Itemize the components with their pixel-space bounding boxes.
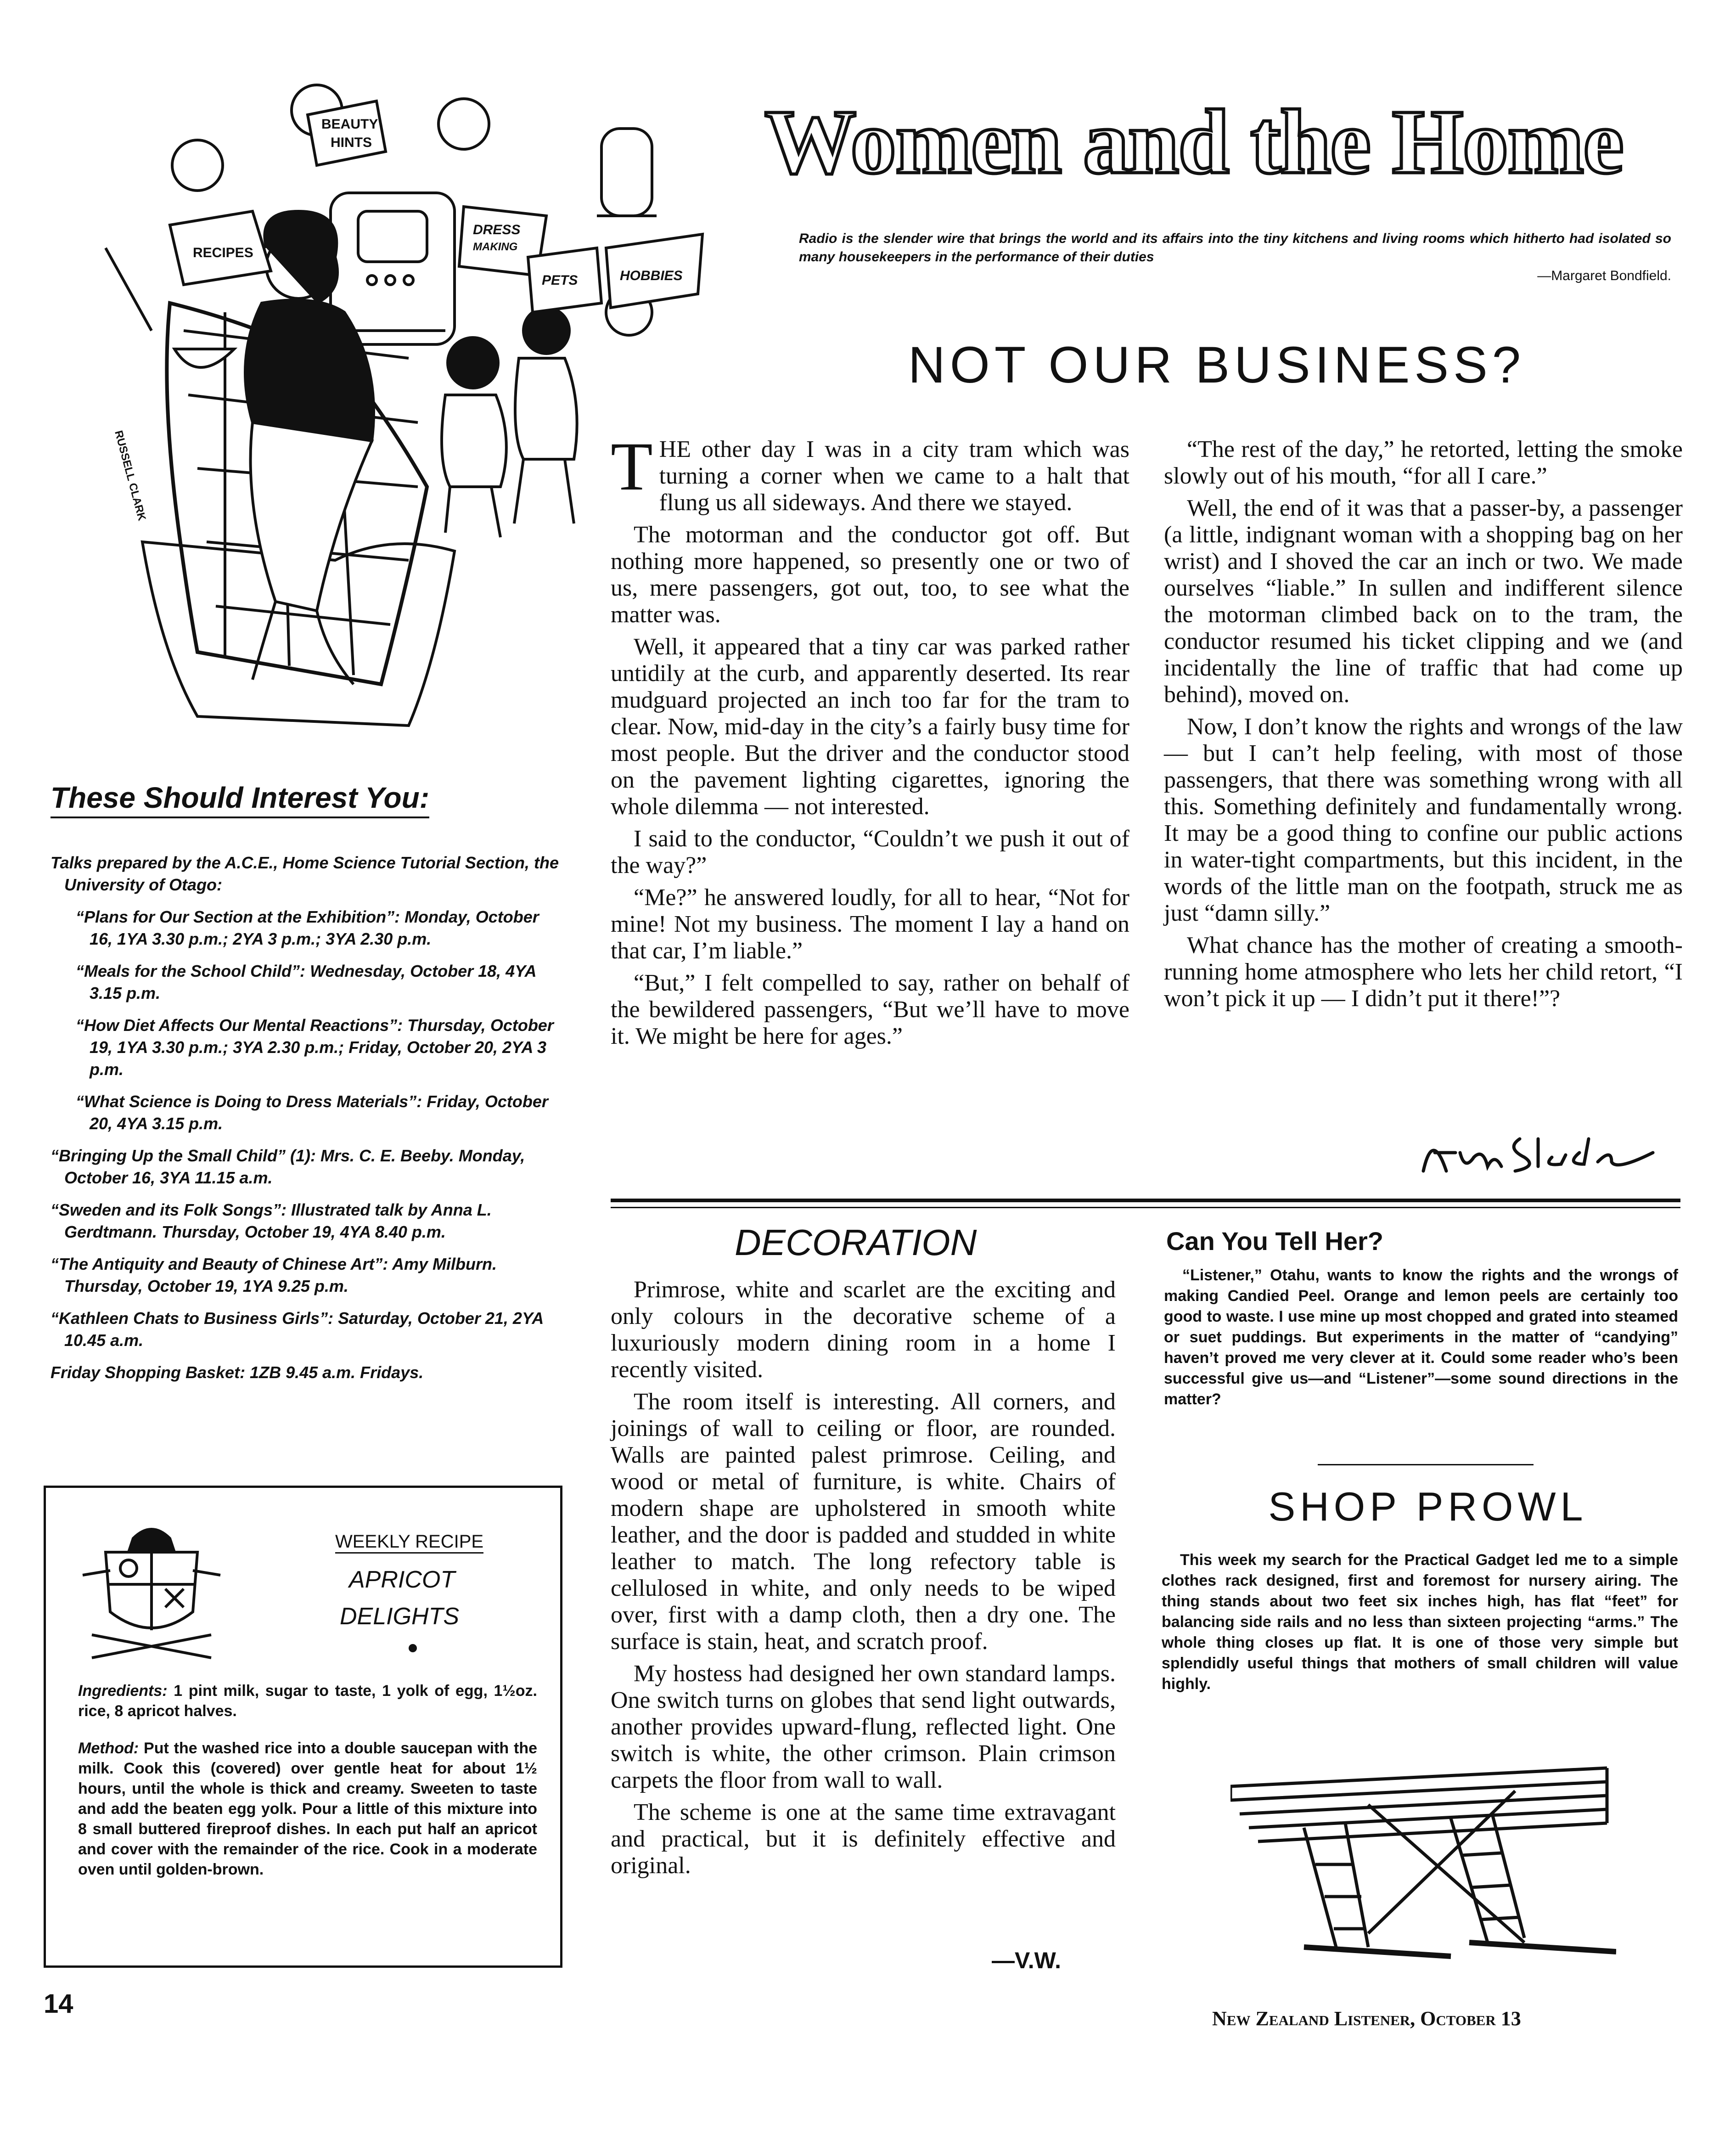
label-dress-making: DRESS (473, 222, 521, 237)
article-paragraph: “But,” I felt compelled to say, rather on behalf of the bewildered passengers, “But we’ll have to move it. We might be here for ages.” (611, 970, 1129, 1049)
article-right-column (1164, 436, 1683, 1018)
decoration-paragraph: Primrose, white and scarlet are the exciting and only colours in the decorative scheme of a luxuriously modern dining room in a home I recently visited. (611, 1277, 1116, 1383)
section-divider (611, 1199, 1680, 1202)
decoration-paragraph: The room itself is interesting. All corners, and joinings of wall to ceiling or floor, are rounded. Walls are painted palest primrose. Ceiling, and wood or metal of furniture, is white. Chairs of modern shape are upholstered in smooth white leather, and the door is padded and studded in white leather to match. The long refectory table is cellulosed in white, and only needs to be wiped over, first with a damp cloth, then a dry one. The surface is stain, heat, and scratch proof. (611, 1389, 1116, 1655)
epigraph-attribution: —Margaret Bondfield. (1537, 268, 1671, 283)
recipe-method: Method: Put the washed rice into a double saucepan with the milk. Cook this (covered) over gentle heat for about 1½ hours, until the whole is thick and creamy. Sweeten to taste and add the beaten egg yolk. Pour a little of this mixture into 8 small buttered fireproof dishes. In each put half an apricot and cover with the remainder of the rice. Cook in a moderate oven until golden-brown. (78, 1740, 537, 1878)
listing-item: “What Science is Doing to Dress Materials”: Friday, October 20, 4YA 3.15 p.m. (76, 1092, 548, 1133)
svg-text:MAKING: MAKING (473, 241, 518, 253)
article-paragraph: Well, it appeared that a tiny car was parked rather untidily at the curb, and apparently deserted. Its rear mudguard projected an inch too far for the tram to clear. Now, mid-day in the city’s a fairly busy time for most people. But the driver and the conductor stood on the pavement lighting cigarettes, ignoring the whole dilemma — not interested. (611, 634, 1129, 820)
decoration-paragraph: The scheme is one at the same time extravagant and practical, but it is definitely effective and original. (611, 1799, 1116, 1879)
label-hobbies: HOBBIES (620, 268, 683, 283)
listing-item: “Kathleen Chats to Business Girls”: Saturday, October 21, 2YA 10.45 a.m. (51, 1309, 543, 1350)
article-headline: NOT OUR BUSINESS? (908, 336, 1526, 394)
clothes-rack-illustration (1230, 1750, 1616, 1970)
article-paragraph: I said to the conductor, “Couldn’t we push it out of the way?” (611, 826, 1129, 878)
recipe-title-line1: APRICOT (349, 1566, 455, 1593)
listing-item: “How Diet Affects Our Mental Reactions”: Thursday, October 19, 1YA 3.30 p.m.; 3YA 2.30 p.m.; Friday, October 20, 2YA 3 p.m. (76, 1016, 554, 1079)
epigraph-quote: Radio is the slender wire that brings the world and its affairs into the tiny kitchens and living rooms which hitherto had isolated so many housekeepers in the performance of their duties (799, 231, 1671, 265)
shop-prowl-heading: SHOP PROWL (1268, 1484, 1588, 1529)
recipe-ingredients: Ingredients: 1 pint milk, sugar to taste, 1 yolk of egg, 1½oz. rice, 8 apricot halves. (78, 1682, 537, 1720)
page-number: 14 (44, 1989, 73, 2019)
author-signature (1414, 1120, 1662, 1189)
label-pets: PETS (542, 273, 578, 288)
recipe-bullet (409, 1644, 417, 1652)
decoration-heading: DECORATION (735, 1222, 977, 1263)
interest-heading: These Should Interest You: (51, 781, 429, 818)
publication-footer: New Zealand Listener, October 13 (1212, 2007, 1521, 2030)
decoration-paragraph: My hostess had designed her own standard lamps. One switch turns on globes that send light outwards, another provides upward-flung, reflected light. One switch is white, the other crimson. Plain crimson carpets the floor from wall to wall. (611, 1661, 1116, 1793)
article-left-column (611, 428, 1129, 1055)
artist-signature: RUSSELL CLARK (112, 429, 148, 522)
label-recipes: RECIPES (193, 245, 253, 260)
listing-item: “Plans for Our Section at the Exhibition”: Monday, October 16, 1YA 3.30 p.m.; 2YA 3 p.m.; 3YA 2.30 p.m. (76, 907, 539, 948)
article-first-paragraph: THE other day I was in a city tram which was turning a corner when we came to a halt that flung us all sideways. And there we stayed. (611, 428, 1129, 516)
short-divider (1318, 1464, 1534, 1465)
interest-listings (46, 852, 565, 1394)
listing-item: “Bringing Up the Small Child” (1): Mrs. C. E. Beeby. Monday, October 16, 3YA 11.15 a.m. (51, 1146, 525, 1187)
recipe-box (44, 1486, 562, 1968)
listing-item: “Meals for the School Child”: Wednesday, October 18, 4YA 3.15 p.m. (76, 962, 536, 1002)
can-you-tell-her-text: “Listener,” Otahu, wants to know the rights and the wrongs of making Candied Peel. Orange and lemon peels are certainly too good to waste. I use mine up most chopped and grated into steamed or suet puddings. But experiments in the matter of “candying” haven’t proved me very clever at it. Could some reader who’s been successful give us—and “Listener”—some sound directions in the matter? (1164, 1267, 1678, 1408)
listing-item: “Sweden and its Folk Songs”: Illustrated talk by Anna L. Gerdtmann. Thursday, October 19, 4YA 8.40 p.m. (51, 1200, 492, 1241)
label-beauty-hints: BEAUTY (321, 117, 378, 132)
listing-footer: Friday Shopping Basket: 1ZB 9.45 a.m. Fridays. (51, 1363, 424, 1382)
recipe-title-line2: DELIGHTS (340, 1603, 460, 1630)
svg-text:HINTS: HINTS (331, 135, 372, 150)
article-paragraph: Well, the end of it was that a passer-by, a passenger (a little, indignant woman with a shopping bag on her wrist) and I shoved the car an inch or two. We made ourselves “liable.” In sullen and indifferent silence the motorman climbed back on to the tram, the conductor resumed his ticket clipping and we (and incidentally the line of traffic that had come up behind), moved on. (1164, 495, 1683, 708)
section-divider-thin (611, 1207, 1680, 1208)
decoration-column (611, 1277, 1116, 1885)
article-paragraph: The motorman and the conductor got off. But nothing more happened, so presently one or two of us, mere passengers, got out, too, to see what the matter was. (611, 522, 1129, 628)
drop-cap: T (611, 428, 653, 505)
listing-item: “The Antiquity and Beauty of Chinese Art”: Amy Milburn. Thursday, October 19, 1YA 9.25 p.m. (51, 1255, 497, 1295)
article-paragraph: What chance has the mother of creating a smooth-running home atmosphere who lets her child retort, “I won’t pick it up — I didn’t put it there!”? (1164, 932, 1683, 1012)
can-you-tell-her-heading: Can You Tell Her? (1166, 1227, 1383, 1256)
decoration-byline: —V.W. (992, 1948, 1061, 1973)
masthead-title: Women and the Home (764, 91, 1623, 193)
article-paragraph: Now, I don’t know the rights and wrongs of the law — but I can’t help feeling, with most of those passengers, that there was something wrong with all this. Something definitely and fundamentally wrong. It may be a good thing to confine our public actions in water-tight compartments, but this incident, in the words of the little man on the footpath, struck me as just “damn silly.” (1164, 714, 1683, 926)
shop-prowl-text: This week my search for the Practical Gadget led me to a simple clothes rack designed, first and foremost for nursery airing. The thing stands about two feet six inches high, has flat “feet” for balancing side rails and no less than sixteen projecting “arms.” The whole thing closes up flat. It is one of those very simple but splendidly useful things that mothers of small children will value highly. (1162, 1551, 1678, 1693)
recipe-label: WEEKLY RECIPE (335, 1532, 483, 1554)
crest-icon (78, 1520, 225, 1662)
article-paragraph: “The rest of the day,” he retorted, letting the smoke slowly out of his mouth, “for all I care.” (1164, 436, 1683, 489)
article-paragraph: “Me?” he answered loudly, for all to hear, “Not for mine! Not my business. The moment I lay a hand on that car, I’m liable.” (611, 884, 1129, 964)
listing-intro: Talks prepared by the A.C.E., Home Science Tutorial Section, the University of Otago: (51, 853, 559, 894)
